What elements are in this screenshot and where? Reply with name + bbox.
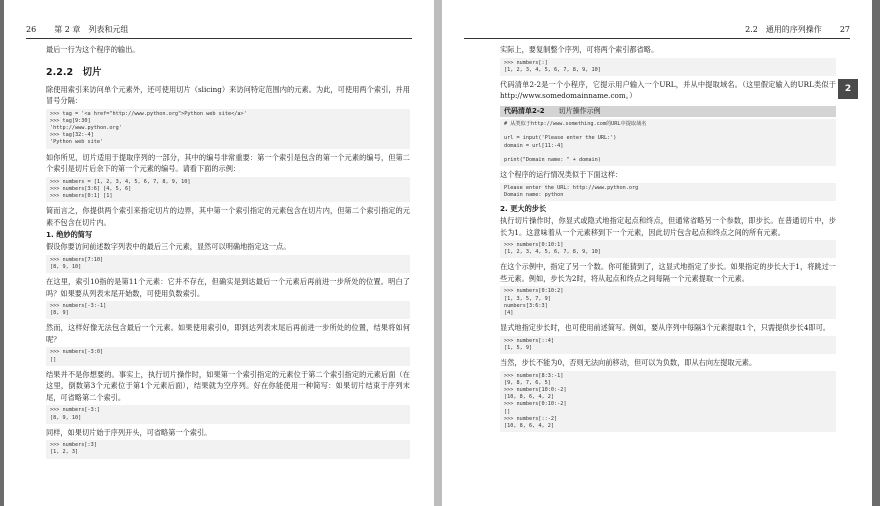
code-line: >>> numbers[:] xyxy=(504,59,548,66)
paragraph: 在这个示例中，指定了另一个数。你可能猜到了，这显式地指定了步长。如果指定的步长大于1，将跳过一些元素。例如，步长为2时，将从起点和终点之间每隔一个元素提取一个元素。 xyxy=(500,262,836,283)
code-line: print("Domain name: " + domain) xyxy=(504,156,601,163)
paragraph: 实际上，要复制整个序列，可将两个索引都省略。 xyxy=(500,45,659,54)
code-line: >>> numbers[0:10:-2] xyxy=(504,401,567,408)
code-line: >>> numbers[:3] xyxy=(50,442,97,449)
code-line: url = input('Please enter the URL:') xyxy=(504,135,617,142)
code-block xyxy=(46,177,410,203)
code-block xyxy=(500,58,836,76)
listing-title-bar xyxy=(500,106,836,117)
code-block xyxy=(500,286,836,319)
code-line: [8, 9] xyxy=(50,310,69,317)
right-page-content xyxy=(500,44,836,435)
paragraph: 当然，步长不能为0，否则无法向前移动，但可以为负数，即从右向左提取元素。 xyxy=(500,358,757,368)
subsection-heading: 2. 更大的步长 xyxy=(500,204,547,214)
code-line: >>> tag = '<a href="http://www.python.org">Python web site</a>' xyxy=(50,110,247,117)
code-line: domain = url[11:-4] xyxy=(504,142,564,149)
section-heading: 2.2.2 切片 xyxy=(46,66,102,78)
code-line: [8, 9, 10] xyxy=(50,414,82,421)
code-line: # 从类似于http://www.something.com的URL中提取域名 xyxy=(504,120,647,127)
paragraph: 简而言之，你提供两个索引来指定切片的边界，其中第一个索引指定的元素包含在切片内，但第二个索引指定的元素不包含在切片内。 xyxy=(46,206,410,227)
listing-label: 代码清单2-2 xyxy=(504,106,545,115)
chapter-title: 第 2 章 列表和元组 xyxy=(54,25,129,34)
code-block xyxy=(46,255,410,273)
code-listing xyxy=(500,106,836,166)
right-page-number: 27 xyxy=(839,25,850,34)
intro-paragraph: 最后一行为这个程序的输出。 xyxy=(46,45,140,54)
paragraph: 这个程序的运行情况类似于下面这样： xyxy=(500,170,623,180)
code-line: >>> numbers[-3:-1] xyxy=(50,303,107,310)
code-line: 'Python web site' xyxy=(50,139,104,146)
code-line: [4] xyxy=(504,310,514,317)
paragraph: 如你所见，切片适用于提取序列的一部分，其中的编号非常重要：第一个索引是包含的第一个元素的编号，但第二个索引是切片后余下的第一个元素的编号。请看下面的示例： xyxy=(46,152,410,174)
code-line: >>> numbers[0:1] [1] xyxy=(50,192,113,199)
paragraph: 同样，如果切片始于序列开头，可省略第一个索引。 xyxy=(46,427,212,437)
code-line: >>> numbers[::-2] xyxy=(504,415,558,422)
code-line: 'http://www.python.org' xyxy=(50,124,122,131)
code-line: Please enter the URL: http://www.python.org xyxy=(504,184,639,191)
paragraph: 代码清单2-2是一个小程序，它提示用户输入一个URL，并从中提取域名。（这里假定输入的URL类似于http://www.somedomainname.com。） xyxy=(500,79,836,101)
code-line: [9, 8, 7, 6, 5] xyxy=(504,379,551,386)
left-page-number: 26 xyxy=(26,25,37,34)
code-line: [1, 2, 3] xyxy=(50,449,79,456)
code-line: [8, 9, 10] xyxy=(50,263,82,270)
code-line: [1, 2, 3, 4, 5, 6, 7, 8, 9, 10] xyxy=(504,66,601,73)
code-line: >>> numbers[7:10] xyxy=(50,256,104,263)
code-line: [10, 8, 6, 4, 2] xyxy=(504,423,554,430)
chapter-tab: 2 xyxy=(838,79,858,99)
paragraph: 除使用索引来访问单个元素外，还可使用切片（slicing）来访问特定范围内的元素。为此，可使用两个索引，并用冒号分隔： xyxy=(46,84,410,105)
code-line: >>> numbers[10:0:-2] xyxy=(504,387,567,394)
code-line: [10, 8, 6, 4, 2] xyxy=(504,394,554,401)
code-line: >>> numbers[0:10:1] xyxy=(504,242,564,249)
right-running-header xyxy=(464,23,850,39)
code-line: [1, 3, 5, 7, 9] xyxy=(504,295,551,302)
listing-title: 切片操作示例 xyxy=(558,106,601,115)
code-block xyxy=(500,336,836,354)
left-page xyxy=(4,0,434,506)
code-line: >>> numbers[3:6] [4, 5, 6] xyxy=(50,185,132,192)
code-line: >>> numbers = [1, 2, 3, 4, 5, 6, 7, 8, 9, 10] xyxy=(50,178,191,185)
code-block xyxy=(46,109,410,149)
subsection-heading: 1. 绝妙的简写 xyxy=(46,230,93,240)
paragraph: 然而，这样好像无法包含最后一个元素。如果使用索引0，即到达列表末尾后再前进一步所处的位置，结果将如何呢？ xyxy=(46,323,410,344)
book-gutter xyxy=(434,0,442,506)
code-line: >>> numbers[-3:] xyxy=(50,407,100,414)
code-line: Domain name: python xyxy=(504,191,564,198)
code-line: >>> tag[32:-4] xyxy=(50,132,94,139)
code-line: [] xyxy=(504,408,511,415)
code-block xyxy=(500,240,836,258)
code-line: >>> numbers[::4] xyxy=(504,337,554,344)
code-line: numbers[3:6:3] xyxy=(504,302,548,309)
code-block xyxy=(46,405,410,423)
code-line: [] xyxy=(50,356,57,363)
code-block xyxy=(500,183,836,201)
paragraph: 显式地指定步长时，也可使用前述简写。例如，要从序列中每隔3个元素提取1个，只需提供步长4即可。 xyxy=(500,323,830,333)
code-block xyxy=(46,301,410,319)
left-page-content xyxy=(46,44,410,462)
code-line: >>> tag[9:30] xyxy=(50,117,91,124)
paragraph: 结果并不是你想要的。事实上，执行切片操作时，如果第一个索引指定的元素位于第二个索引指定的元素后面（在这里，倒数第3个元素位于第1个元素后面），结果就为空序列。好在你能使用一种简写：如果切片结束于序列末尾，可省略第二个索引。 xyxy=(46,369,410,402)
code-line xyxy=(504,150,832,157)
paragraph: 执行切片操作时，你显式或隐式地指定起点和终点，但通常省略另一个参数，即步长。在普通切片中，步长为1。这意味着从一个元素移到下一个元素，因此切片包含起点和终点之间的所有元素。 xyxy=(500,216,836,237)
paragraph: 在这里，索引10指的是第11个元素：它并不存在，但确实是到达最后一个元素后再前进一步所处的位置。明白了吗？如果要从列表末尾开始数，可使用负数索引。 xyxy=(46,277,410,298)
code-block xyxy=(46,347,410,365)
code-line: >>> numbers[8:3:-1] xyxy=(504,372,564,379)
code-block xyxy=(46,440,410,458)
code-block xyxy=(500,371,836,433)
paragraph: 假设你要访问前述数字列表中的最后三个元素，显然可以明确地指定这一点。 xyxy=(46,242,291,252)
code-line: [1, 5, 9] xyxy=(504,344,533,351)
right-page xyxy=(442,0,872,506)
code-line: >>> numbers[-3:0] xyxy=(50,349,104,356)
code-line: [1, 2, 3, 4, 5, 6, 7, 8, 9, 10] xyxy=(504,249,601,256)
code-line xyxy=(504,128,832,135)
left-running-header xyxy=(26,23,412,39)
section-header: 2.2 通用的序列操作 xyxy=(745,25,822,34)
code-line: >>> numbers[0:10:2] xyxy=(504,288,564,295)
listing-code xyxy=(500,119,836,166)
